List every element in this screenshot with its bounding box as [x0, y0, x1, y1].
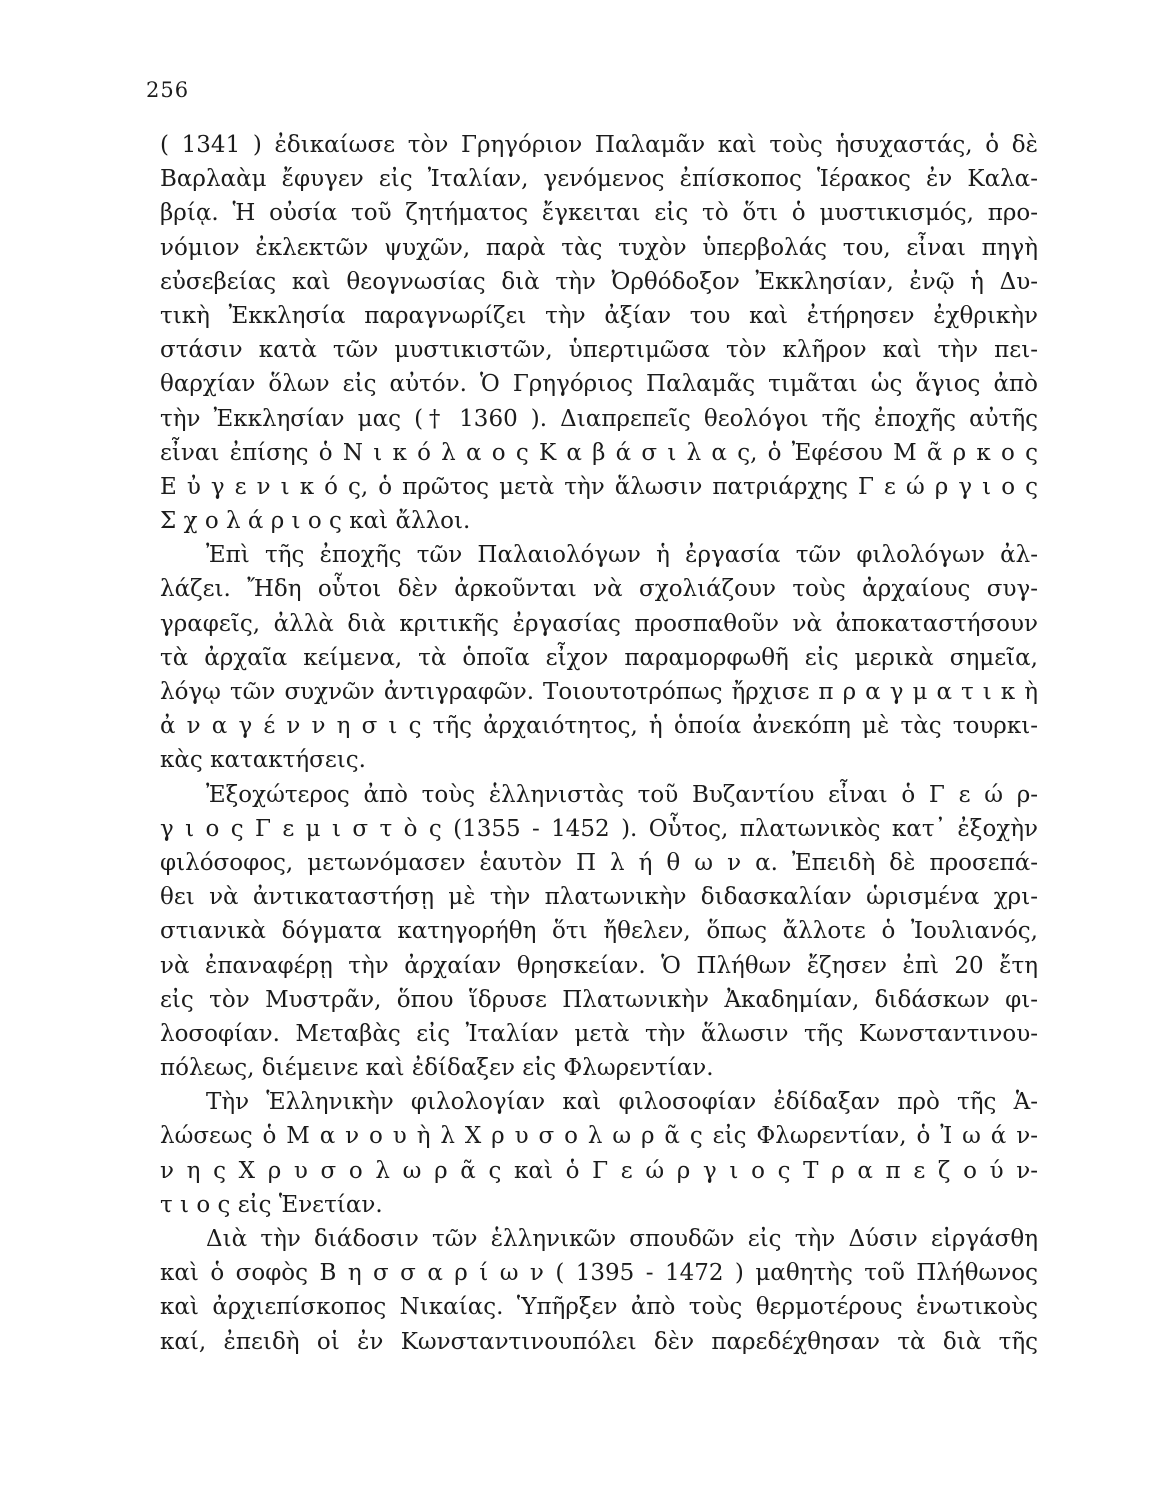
page-number: 256: [146, 78, 190, 102]
text-line: Βαρλαὰμ ἔφυγεν εἰς Ἰταλίαν, γενόμενος ἐπίσκοπος Ἱέρακος ἐν Καλα-: [160, 166, 1038, 193]
text-line: Ε ὐ γ ε ν ι κ ό ς, ὁ πρῶτος μετὰ τὴν ἅλωσιν πατριάρχης Γ ε ώ ρ γ ι ο ς: [160, 473, 1038, 500]
text-line: τὰ ἀρχαῖα κείμενα, τὰ ὁποῖα εἶχον παραμορφωθῆ εἰς μερικὰ σημεῖα,: [160, 644, 1038, 671]
text-line: Σ χ ο λ ά ρ ι ο ς καὶ ἄλλοι.: [160, 508, 471, 535]
text-line: ( 1341 ) ἐδικαίωσε τὸν Γρηγόριον Παλαμᾶν καὶ τοὺς ἡσυχαστάς, ὁ δὲ: [160, 132, 1038, 158]
paragraph-start-line: Τὴν Ἑλληνικὴν φιλολογίαν καὶ φιλοσοφίαν ἐδίδαξαν πρὸ τῆς Ἁ-: [206, 1089, 1038, 1116]
text-line: εἶναι ἐπίσης ὁ Ν ι κ ό λ α ο ς Κ α β ά σ ι λ α ς, ὁ Ἐφέσου Μ ᾶ ρ κ ο ς: [160, 439, 1038, 466]
text-line: εὐσεβείας καὶ θεογνωσίας διὰ τὴν Ὀρθόδοξον Ἐκκλησίαν, ἐνῷ ἡ Δυ-: [160, 268, 1038, 295]
text-line: τικὴ Ἐκκλησία παραγνωρίζει τὴν ἀξίαν του καὶ ἐτήρησεν ἐχθρικὴν: [160, 302, 1038, 329]
text-line: στιανικὰ δόγματα κατηγορήθη ὅτι ἤθελεν, ὅπως ἄλλοτε ὁ Ἰουλιανός,: [160, 918, 1038, 945]
text-line: θαρχίαν ὅλων εἰς αὐτόν. Ὁ Γρηγόριος Παλαμᾶς τιμᾶται ὡς ἅγιος ἀπὸ: [160, 371, 1038, 398]
text-line: πόλεως, διέμεινε καὶ ἐδίδαξεν εἰς Φλωρεντίαν.: [160, 1055, 714, 1082]
text-line: λοσοφίαν. Μεταβὰς εἰς Ἰταλίαν μετὰ τὴν ἅλωσιν τῆς Κωνσταντινου-: [160, 1020, 1038, 1047]
text-line: καί, ἐπειδὴ οἱ ἐν Κωνσταντινουπόλει δὲν παρεδέχθησαν τὰ διὰ τῆς: [160, 1328, 1038, 1355]
body-text: [160, 128, 1038, 1359]
text-line: λώσεως ὁ Μ α ν ο υ ὴ λ Χ ρ υ σ ο λ ω ρ ᾶ ς εἰς Φλωρεντίαν, ὁ Ἰ ω ά ν-: [160, 1123, 1038, 1150]
text-line: βρίᾳ. Ἡ οὐσία τοῦ ζητήματος ἔγκειται εἰς τὸ ὅτι ὁ μυστικισμός, προ-: [160, 200, 1038, 227]
text-line: τὴν Ἐκκλησίαν μας († 1360 ). Διαπρεπεῖς θεολόγοι τῆς ἐποχῆς αὐτῆς: [160, 405, 1038, 432]
text-line: νὰ ἐπαναφέρῃ τὴν ἀρχαίαν θρησκείαν. Ὁ Πλήθων ἔζησεν ἐπὶ 20 ἔτη: [160, 952, 1038, 979]
text-line: καὶ ὁ σοφὸς Β η σ σ α ρ ί ω ν ( 1395 - 1472 ) μαθητὴς τοῦ Πλήθωνος: [160, 1260, 1038, 1287]
paragraph-start-line: Ἐπὶ τῆς ἐποχῆς τῶν Παλαιολόγων ἡ ἐργασία τῶν φιλολόγων ἀλ-: [206, 542, 1038, 569]
text-line: γ ι ο ς Γ ε μ ι σ τ ὸ ς (1355 - 1452 ). Οὗτος, πλατωνικὸς κατ᾽ ἐξοχὴν: [160, 815, 1038, 842]
text-line: στάσιν κατὰ τῶν μυστικιστῶν, ὑπερτιμῶσα τὸν κλῆρον καὶ τὴν πει-: [160, 337, 1038, 364]
text-line: καὶ ἀρχιεπίσκοπος Νικαίας. Ὑπῆρξεν ἀπὸ τοὺς θερμοτέρους ἑνωτικοὺς: [160, 1294, 1038, 1321]
text-line: λάζει. Ἤδη οὗτοι δὲν ἀρκοῦνται νὰ σχολιάζουν τοὺς ἀρχαίους συγ-: [160, 576, 1038, 603]
text-line: τ ι ο ς εἰς Ἑνετίαν.: [160, 1191, 383, 1218]
text-line: ν η ς Χ ρ υ σ ο λ ω ρ ᾶ ς καὶ ὁ Γ ε ώ ρ γ ι ο ς Τ ρ α π ε ζ ο ύ ν-: [160, 1157, 1038, 1184]
text-line: εἰς τὸν Μυστρᾶν, ὅπου ἵδρυσε Πλατωνικὴν Ἀκαδημίαν, διδάσκων φι-: [160, 986, 1038, 1013]
text-line: κὰς κατακτήσεις.: [160, 747, 366, 774]
text-line: λόγῳ τῶν συχνῶν ἀντιγραφῶν. Τοιουτοτρόπως ἤρχισε π ρ α γ μ α τ ι κ ὴ: [160, 679, 1038, 705]
text-line: ἀ ν α γ έ ν ν η σ ι ς τῆς ἀρχαιότητος, ἡ ὁποία ἀνεκόπη μὲ τὰς τουρκι-: [160, 713, 1038, 740]
text-line: θει νὰ ἀντικαταστήσῃ μὲ τὴν πλατωνικὴν διδασκαλίαν ὡρισμένα χρι-: [160, 884, 1038, 911]
paragraph-start-line: Ἐξοχώτερος ἀπὸ τοὺς ἑλληνιστὰς τοῦ Βυζαντίου εἶναι ὁ Γ ε ώ ρ-: [206, 781, 1038, 808]
text-line: νόμιον ἐκλεκτῶν ψυχῶν, παρὰ τὰς τυχὸν ὑπερβολάς του, εἶναι πηγὴ: [160, 234, 1038, 261]
text-line: γραφεῖς, ἀλλὰ διὰ κριτικῆς ἐργασίας προσπαθοῦν νὰ ἀποκαταστήσουν: [160, 610, 1038, 637]
text-line: φιλόσοφος, μετωνόμασεν ἑαυτὸν Π λ ή θ ω ν α. Ἐπειδὴ δὲ προσεπά-: [160, 849, 1038, 876]
paragraph-start-line: Διὰ τὴν διάδοσιν τῶν ἑλληνικῶν σπουδῶν εἰς τὴν Δύσιν εἰργάσθη: [206, 1226, 1038, 1252]
